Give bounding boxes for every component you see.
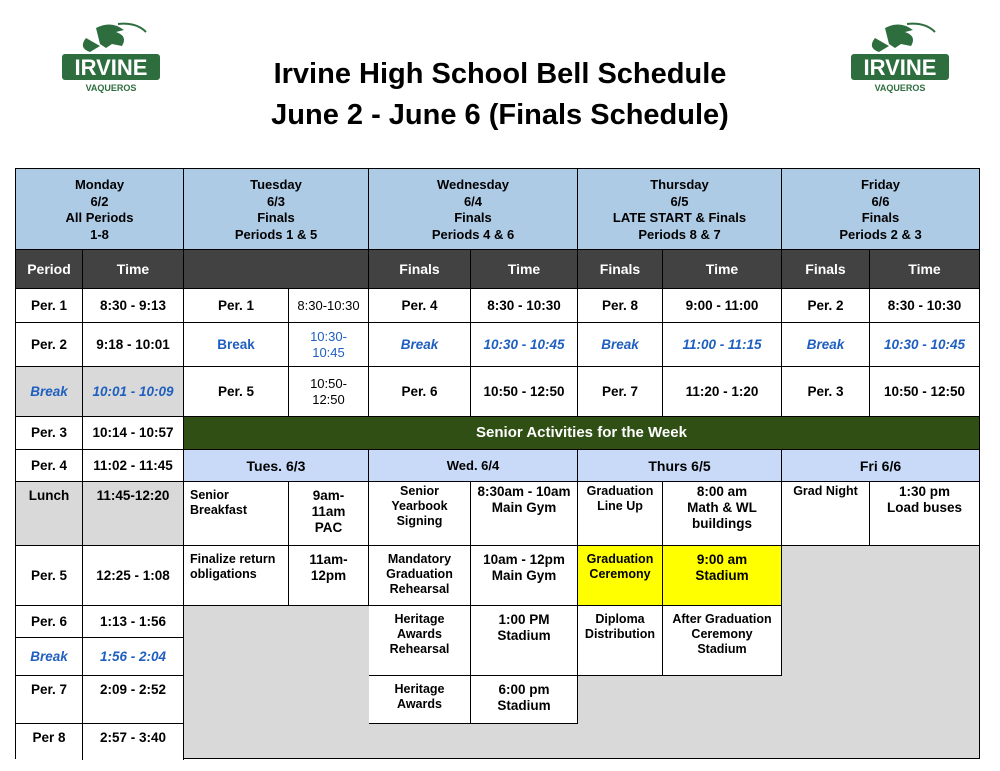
monday-time: 2:09 - 2:52 bbox=[83, 676, 184, 724]
monday-period: Per. 2 bbox=[16, 323, 83, 367]
friday-period: Per. 2 bbox=[782, 289, 870, 323]
wednesday-period: Per. 6 bbox=[369, 367, 471, 417]
senior-event-time: 8:30am - 10am Main Gym bbox=[471, 482, 578, 546]
day-header-friday: Friday 6/6 Finals Periods 2 & 3 bbox=[782, 169, 979, 250]
senior-event-time: 8:00 am Math & WL buildings bbox=[663, 482, 782, 546]
col-header-finals: Finals bbox=[782, 250, 870, 289]
wednesday-time: 8:30 - 10:30 bbox=[471, 289, 578, 323]
monday-period: Per. 6 bbox=[16, 606, 83, 638]
thursday-period: Per. 7 bbox=[578, 367, 663, 417]
col-header-finals: Finals bbox=[369, 250, 471, 289]
svg-text:VAQUEROS: VAQUEROS bbox=[85, 83, 137, 93]
monday-time: 12:25 - 1:08 bbox=[83, 546, 184, 606]
monday-time: 1:13 - 1:56 bbox=[83, 606, 184, 638]
col-header-period: Period bbox=[16, 250, 83, 289]
monday-period: Per. 7 bbox=[16, 676, 83, 724]
day-header-tuesday: Tuesday 6/3 Finals Periods 1 & 5 bbox=[184, 169, 369, 250]
monday-time: 11:02 - 11:45 bbox=[83, 450, 184, 482]
page-title: Irvine High School Bell Schedule bbox=[273, 58, 727, 90]
senior-event: Mandatory Graduation Rehearsal bbox=[369, 546, 471, 606]
senior-event-time: After Graduation Ceremony Stadium bbox=[663, 606, 782, 676]
wednesday-time: 10:50 - 12:50 bbox=[471, 367, 578, 417]
monday-lunch: Lunch bbox=[16, 482, 83, 546]
wednesday-period: Per. 4 bbox=[369, 289, 471, 323]
senior-event-time: 6:00 pm Stadium bbox=[471, 676, 578, 724]
senior-event-time: 1:30 pm Load buses bbox=[870, 482, 979, 546]
monday-period: Per. 5 bbox=[16, 546, 83, 606]
thursday-period: Per. 8 bbox=[578, 289, 663, 323]
tuesday-time: 8:30-10:30 bbox=[289, 289, 369, 323]
col-header-finals: Finals bbox=[578, 250, 663, 289]
col-header-time: Time bbox=[83, 250, 184, 289]
monday-break-time: 10:01 - 10:09 bbox=[83, 367, 184, 417]
col-header-time: Time bbox=[471, 250, 578, 289]
day-header-wednesday: Wednesday 6/4 Finals Periods 4 & 6 bbox=[369, 169, 578, 250]
senior-event-time: 11am- 12pm bbox=[289, 546, 369, 606]
senior-event: Diploma Distribution bbox=[578, 606, 663, 676]
monday-break: Break bbox=[16, 367, 83, 417]
friday-time: 8:30 - 10:30 bbox=[870, 289, 979, 323]
monday-break-time: 1:56 - 2:04 bbox=[83, 638, 184, 676]
monday-period: Per. 4 bbox=[16, 450, 83, 482]
thursday-break: Break bbox=[578, 323, 663, 367]
senior-event-time: 1:00 PM Stadium bbox=[471, 606, 578, 676]
tuesday-time: 10:50- 12:50 bbox=[289, 367, 369, 417]
senior-label-wednesday: Wed. 6/4 bbox=[369, 450, 578, 482]
monday-break: Break bbox=[16, 638, 83, 676]
monday-time: 9:18 - 10:01 bbox=[83, 323, 184, 367]
senior-label-friday: Fri 6/6 bbox=[782, 450, 979, 482]
tuesday-period: Per. 5 bbox=[184, 367, 289, 417]
senior-event-highlight: Graduation Ceremony bbox=[578, 546, 663, 606]
monday-period: Per 8 bbox=[16, 724, 83, 760]
friday-period: Per. 3 bbox=[782, 367, 870, 417]
senior-activities-banner: Senior Activities for the Week bbox=[184, 417, 979, 450]
senior-event-time-highlight: 9:00 am Stadium bbox=[663, 546, 782, 606]
tuesday-break-time: 10:30- 10:45 bbox=[289, 323, 369, 367]
monday-lunch-time: 11:45-12:20 bbox=[83, 482, 184, 546]
day-header-monday: Monday 6/2 All Periods 1-8 bbox=[16, 169, 184, 250]
senior-event: Senior Yearbook Signing bbox=[369, 482, 471, 546]
day-header-thursday: Thursday 6/5 LATE START & Finals Periods 8 & 7 bbox=[578, 169, 782, 250]
senior-event: Senior Breakfast bbox=[184, 482, 289, 546]
senior-event: Finalize return obligations bbox=[184, 546, 289, 606]
tuesday-break: Break bbox=[184, 323, 289, 367]
svg-text:VAQUEROS: VAQUEROS bbox=[874, 83, 926, 93]
senior-event: Graduation Line Up bbox=[578, 482, 663, 546]
thursday-break-time: 11:00 - 11:15 bbox=[663, 323, 782, 367]
senior-label-tuesday: Tues. 6/3 bbox=[184, 450, 369, 482]
thursday-time: 11:20 - 1:20 bbox=[663, 367, 782, 417]
col-header-time: Time bbox=[663, 250, 782, 289]
senior-event: Heritage Awards Rehearsal bbox=[369, 606, 471, 676]
wednesday-break: Break bbox=[369, 323, 471, 367]
senior-event-time: 9am- 11am PAC bbox=[289, 482, 369, 546]
friday-break-time: 10:30 - 10:45 bbox=[870, 323, 979, 367]
senior-event: Heritage Awards bbox=[369, 676, 471, 724]
wednesday-break-time: 10:30 - 10:45 bbox=[471, 323, 578, 367]
svg-text:IRVINE: IRVINE bbox=[74, 55, 148, 80]
col-header-time: Time bbox=[870, 250, 979, 289]
svg-text:IRVINE: IRVINE bbox=[863, 55, 937, 80]
senior-label-thursday: Thurs 6/5 bbox=[578, 450, 782, 482]
friday-time: 10:50 - 12:50 bbox=[870, 367, 979, 417]
monday-period: Per. 3 bbox=[16, 417, 83, 450]
schedule-table bbox=[15, 168, 980, 759]
senior-event: Grad Night bbox=[782, 482, 870, 546]
thursday-time: 9:00 - 11:00 bbox=[663, 289, 782, 323]
monday-time: 10:14 - 10:57 bbox=[83, 417, 184, 450]
monday-period: Per. 1 bbox=[16, 289, 83, 323]
monday-time: 2:57 - 3:40 bbox=[83, 724, 184, 760]
tuesday-period: Per. 1 bbox=[184, 289, 289, 323]
senior-event-time: 10am - 12pm Main Gym bbox=[471, 546, 578, 606]
page-subtitle: June 2 - June 6 (Finals Schedule) bbox=[271, 99, 729, 131]
col-header-tuesday-blank bbox=[184, 250, 369, 289]
monday-time: 8:30 - 9:13 bbox=[83, 289, 184, 323]
friday-break: Break bbox=[782, 323, 870, 367]
